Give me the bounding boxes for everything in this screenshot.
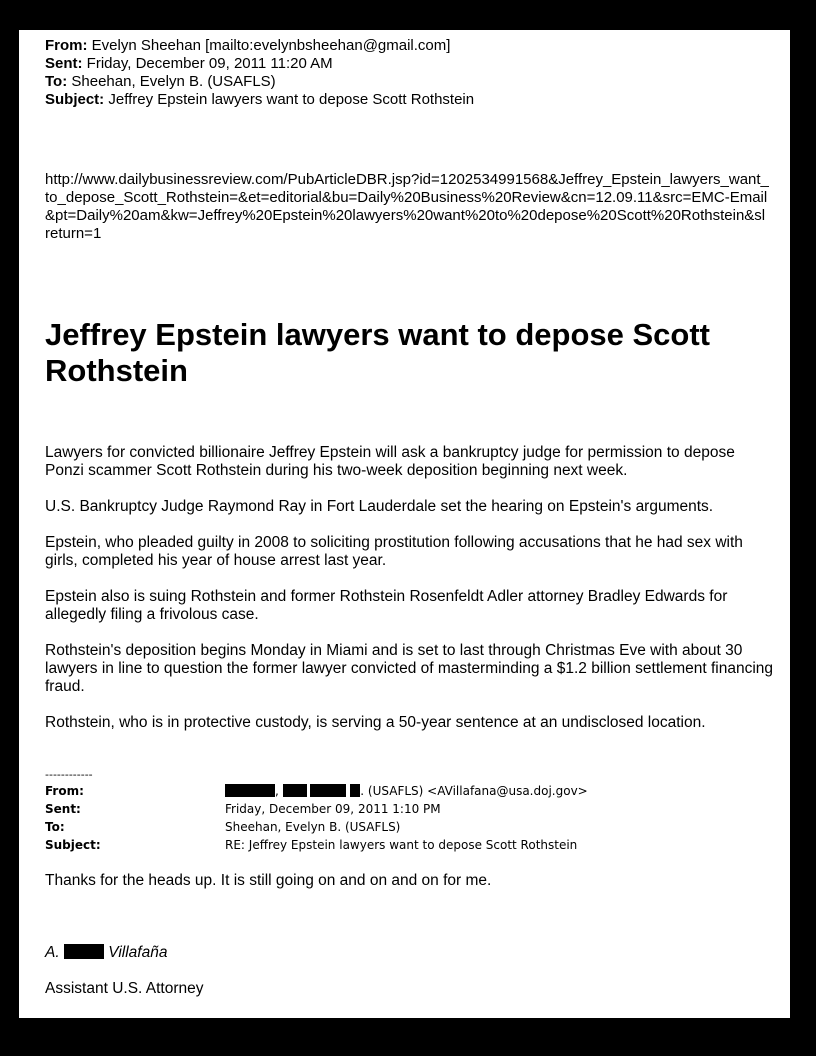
article-paragraph: U.S. Bankruptcy Judge Raymond Ray in Fort Lauderdale set the hearing on Epstein's arguments.	[45, 498, 714, 515]
to-value: Sheehan, Evelyn B. (USAFLS)	[71, 73, 276, 90]
reply-to-label: To:	[45, 820, 65, 834]
from-line	[45, 37, 775, 55]
sent-line	[45, 55, 775, 73]
from-label: From:	[45, 37, 88, 54]
article-paragraph: Epstein also is suing Rothstein and former Rothstein Rosenfeldt Adler attorney Bradley Edwards for allegedly filing a frivolous case.	[45, 588, 728, 623]
sent-value: Friday, December 09, 2011 11:20 AM	[86, 55, 333, 72]
reply-subject-label: Subject:	[45, 838, 101, 852]
email-header	[45, 37, 775, 109]
article-paragraph: Epstein, who pleaded guilty in 2008 to soliciting prostitution following accusations that he had sex with girls, completed his year of house arrest last year.	[45, 534, 743, 569]
reply-from-suffix: . (USAFLS) <AVillafana@usa.doj.gov>	[360, 784, 588, 798]
reply-from-row	[45, 782, 588, 800]
reply-to-row	[45, 818, 588, 836]
redaction-block	[225, 784, 275, 797]
document-page	[19, 30, 790, 1018]
sent-label: Sent:	[45, 55, 83, 72]
from-value: Evelyn Sheehan [mailto:evelynbsheehan@gmail.com]	[91, 37, 451, 54]
to-line	[45, 73, 775, 91]
redaction-block	[283, 784, 307, 797]
separator-line: ------------	[45, 768, 93, 781]
article-headline: Jeffrey Epstein lawyers want to depose Scott Rothstein	[45, 317, 710, 388]
reply-sent-value: Friday, December 09, 2011 1:10 PM	[225, 802, 441, 816]
redaction-block	[310, 784, 346, 797]
reply-header	[45, 782, 588, 854]
subject-label: Subject:	[45, 91, 105, 108]
subject-value: Jeffrey Epstein lawyers want to depose Scott Rothstein	[108, 91, 475, 108]
article-paragraph: Lawyers for convicted billionaire Jeffrey Epstein will ask a bankruptcy judge for permission to depose Ponzi scammer Scott Rothstein during his two-week deposition beginning next week.	[45, 444, 735, 479]
signature-title: Assistant U.S. Attorney	[45, 980, 204, 997]
to-label: To:	[45, 73, 68, 90]
reply-sent-label: Sent:	[45, 802, 81, 816]
redaction-block	[64, 944, 104, 959]
article-body	[45, 444, 775, 750]
reply-sent-row	[45, 800, 588, 818]
signature-name	[45, 944, 167, 962]
redaction-block	[350, 784, 360, 797]
signature-initial: A.	[45, 944, 60, 961]
document-content	[45, 37, 775, 997]
reply-subject-row	[45, 836, 588, 854]
reply-from-value: , . (USAFLS) <AVillafana@usa.doj.gov>	[225, 782, 588, 800]
reply-to-value: Sheehan, Evelyn B. (USAFLS)	[225, 820, 401, 834]
article-url: http://www.dailybusinessreview.com/PubArticleDBR.jsp?id=1202534991568&Jeffrey_Epstein_lawyers_want_to_depose_Scott_Rothstein=&et=editorial&bu=Daily%20Business%20Review&cn=12.09.11&src=EMC-Email&pt=Daily%20am&kw=Jeffrey%20Epstein%20lawyers%20want%20to%20depose%20Scott%20Rothstein&slreturn=1	[45, 171, 769, 242]
signature-surname: Villafaña	[108, 944, 168, 961]
subject-line	[45, 91, 775, 109]
reply-from-label: From:	[45, 784, 84, 798]
reply-subject-value: RE: Jeffrey Epstein lawyers want to depose Scott Rothstein	[225, 838, 578, 852]
article-paragraph: Rothstein, who is in protective custody, is serving a 50-year sentence at an undisclosed location.	[45, 714, 706, 731]
article-paragraph: Rothstein's deposition begins Monday in Miami and is set to last through Christmas Eve with about 30 lawyers in line to question the former lawyer convicted of masterminding a $1.2 billion settlement financing fraud.	[45, 642, 774, 695]
reply-body: Thanks for the heads up. It is still going on and on and on for me.	[45, 872, 492, 889]
